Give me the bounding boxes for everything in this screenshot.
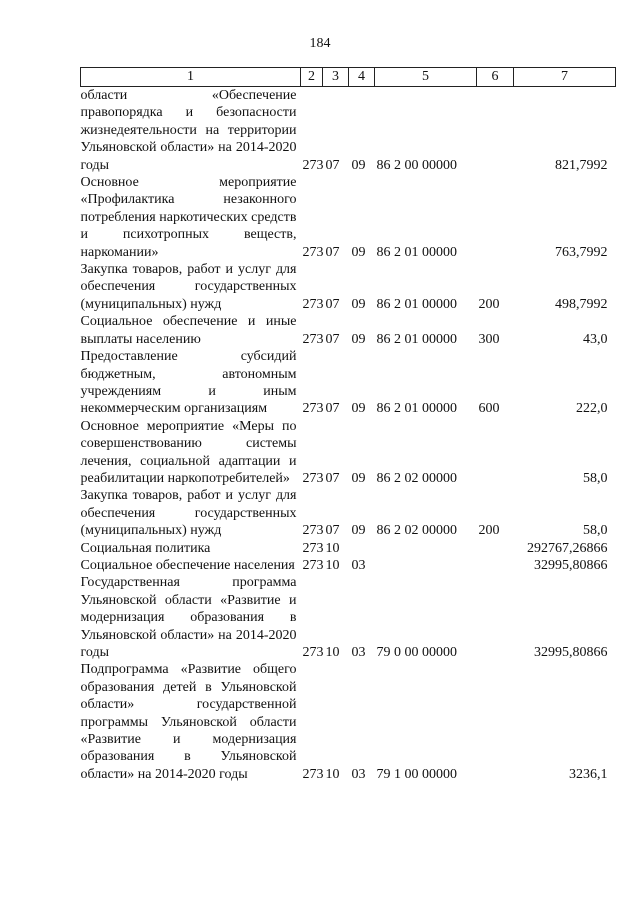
row-name: Государственная программа Ульяновской области «Развитие и модернизация образования в Ульяновской области» на 2014-2020 годы xyxy=(80,575,297,660)
row-amount: 3236,1 xyxy=(569,766,608,782)
header-col-3: 3 xyxy=(323,68,349,87)
row-target-article xyxy=(375,557,477,574)
row-target-article xyxy=(375,540,477,557)
row-target-article: 86 2 01 00000 xyxy=(376,296,457,312)
table-row xyxy=(81,313,616,348)
row-expense-type xyxy=(477,661,514,783)
row-ved: 273 xyxy=(302,540,324,556)
row-target-article: 86 2 01 00000 xyxy=(376,331,457,347)
row-expense-type xyxy=(477,418,514,488)
row-expense-type xyxy=(477,574,514,661)
table-row xyxy=(81,661,616,783)
row-target-article: 86 2 02 00000 xyxy=(376,470,457,486)
row-amount: 58,0 xyxy=(583,470,608,486)
table-row xyxy=(81,87,616,175)
row-name: Предоставление субсидий бюджетным, автономным учреждениям и иным некоммерческим организациям xyxy=(80,349,297,417)
row-amount: 32995,80866 xyxy=(534,557,608,573)
row-subsection: 09 xyxy=(351,523,366,539)
row-section: 10 xyxy=(325,645,340,660)
row-subsection: 09 xyxy=(351,157,366,173)
row-subsection: 03 xyxy=(351,645,366,660)
row-target-article: 86 2 01 00000 xyxy=(376,244,457,260)
header-col-6: 6 xyxy=(477,68,514,87)
row-subsection: 09 xyxy=(351,296,366,312)
row-ved: 273 xyxy=(302,401,324,417)
table-row xyxy=(81,174,616,261)
row-section: 07 xyxy=(325,470,340,486)
table-row xyxy=(81,574,616,661)
header-col-4: 4 xyxy=(349,68,375,87)
row-subsection: 09 xyxy=(351,331,366,347)
table-row xyxy=(81,418,616,488)
row-expense-type: 600 xyxy=(478,401,500,417)
row-ved: 273 xyxy=(302,244,324,260)
table-row xyxy=(81,540,616,557)
row-ved: 273 xyxy=(302,157,324,173)
table-body xyxy=(81,87,616,784)
row-section: 10 xyxy=(325,557,340,573)
row-amount: 292767,26866 xyxy=(527,540,608,556)
row-name: Подпрограмма «Развитие общего образования детей в Ульяновской области» государственной программы Ульяновской области «Развитие и модернизация образования в Ульяновской области» на 2014-2020 годы xyxy=(80,662,297,782)
row-subsection: 03 xyxy=(351,766,366,782)
row-amount: 43,0 xyxy=(583,331,608,347)
row-expense-type: 200 xyxy=(478,296,500,312)
row-amount: 763,7992 xyxy=(555,244,608,260)
row-subsection: 09 xyxy=(351,470,366,486)
table-row xyxy=(81,557,616,574)
row-target-article: 86 2 02 00000 xyxy=(376,523,457,539)
row-section: 10 xyxy=(325,540,340,556)
row-section: 07 xyxy=(325,157,340,173)
row-name: Закупка товаров, работ и услуг для обеспечения государственных (муниципальных) нужд xyxy=(80,488,297,539)
row-name: Социальная политика xyxy=(80,540,211,556)
row-expense-type xyxy=(477,87,514,175)
table-header-row xyxy=(81,68,616,87)
row-amount: 222,0 xyxy=(576,401,608,417)
row-subsection: 09 xyxy=(351,244,366,260)
row-target-article: 86 2 00 00000 xyxy=(376,157,457,173)
table-row xyxy=(81,348,616,418)
header-col-2: 2 xyxy=(301,68,323,87)
row-expense-type xyxy=(477,557,514,574)
row-target-article: 86 2 01 00000 xyxy=(376,401,457,417)
row-name: Основное мероприятие «Меры по совершенствованию системы лечения, социальной адаптации и реабилитации наркопотребителей» xyxy=(80,418,297,486)
row-section: 07 xyxy=(325,296,340,312)
page-number: 184 xyxy=(309,36,331,51)
row-expense-type xyxy=(477,174,514,261)
row-expense-type xyxy=(477,540,514,557)
header-col-5: 5 xyxy=(375,68,477,87)
row-ved: 273 xyxy=(302,470,324,486)
row-target-article: 79 1 00 00000 xyxy=(376,766,457,782)
row-amount: 821,7992 xyxy=(555,157,608,173)
row-subsection xyxy=(349,540,375,557)
row-section: 07 xyxy=(325,244,340,260)
row-ved: 273 xyxy=(302,557,324,573)
table-row xyxy=(81,261,616,313)
row-name: Основное мероприятие «Профилактика незаконного потребления наркотических средств и психотропных веществ, наркомании» xyxy=(80,175,297,260)
row-amount: 498,7992 xyxy=(555,296,608,312)
row-name: Закупка товаров, работ и услуг для обеспечения государственных (муниципальных) нужд xyxy=(80,262,297,312)
row-section: 07 xyxy=(325,401,340,417)
budget-table xyxy=(80,67,616,783)
row-name: Социальное обеспечение населения xyxy=(80,557,295,573)
row-expense-type: 200 xyxy=(478,523,500,539)
row-subsection: 09 xyxy=(351,401,366,417)
row-section: 10 xyxy=(325,766,340,782)
row-section: 07 xyxy=(325,331,340,347)
row-section: 07 xyxy=(325,523,340,539)
row-name: Социальное обеспечение и иные выплаты населению xyxy=(80,314,297,347)
header-col-1: 1 xyxy=(81,68,301,87)
row-target-article: 79 0 00 00000 xyxy=(376,645,457,660)
row-ved: 273 xyxy=(302,331,324,347)
row-amount: 32995,80866 xyxy=(534,645,608,660)
row-amount: 58,0 xyxy=(583,523,608,539)
row-name: области «Обеспечение правопорядка и безопасности жизнедеятельности на территории Ульяновской области» на 2014-2020 годы xyxy=(80,88,297,173)
row-ved: 273 xyxy=(302,766,324,782)
row-subsection: 03 xyxy=(351,557,366,573)
row-ved: 273 xyxy=(302,645,324,660)
row-ved: 273 xyxy=(302,296,324,312)
header-col-7: 7 xyxy=(514,68,616,87)
table-row xyxy=(81,487,616,539)
row-ved: 273 xyxy=(302,523,324,539)
row-expense-type: 300 xyxy=(478,331,500,347)
